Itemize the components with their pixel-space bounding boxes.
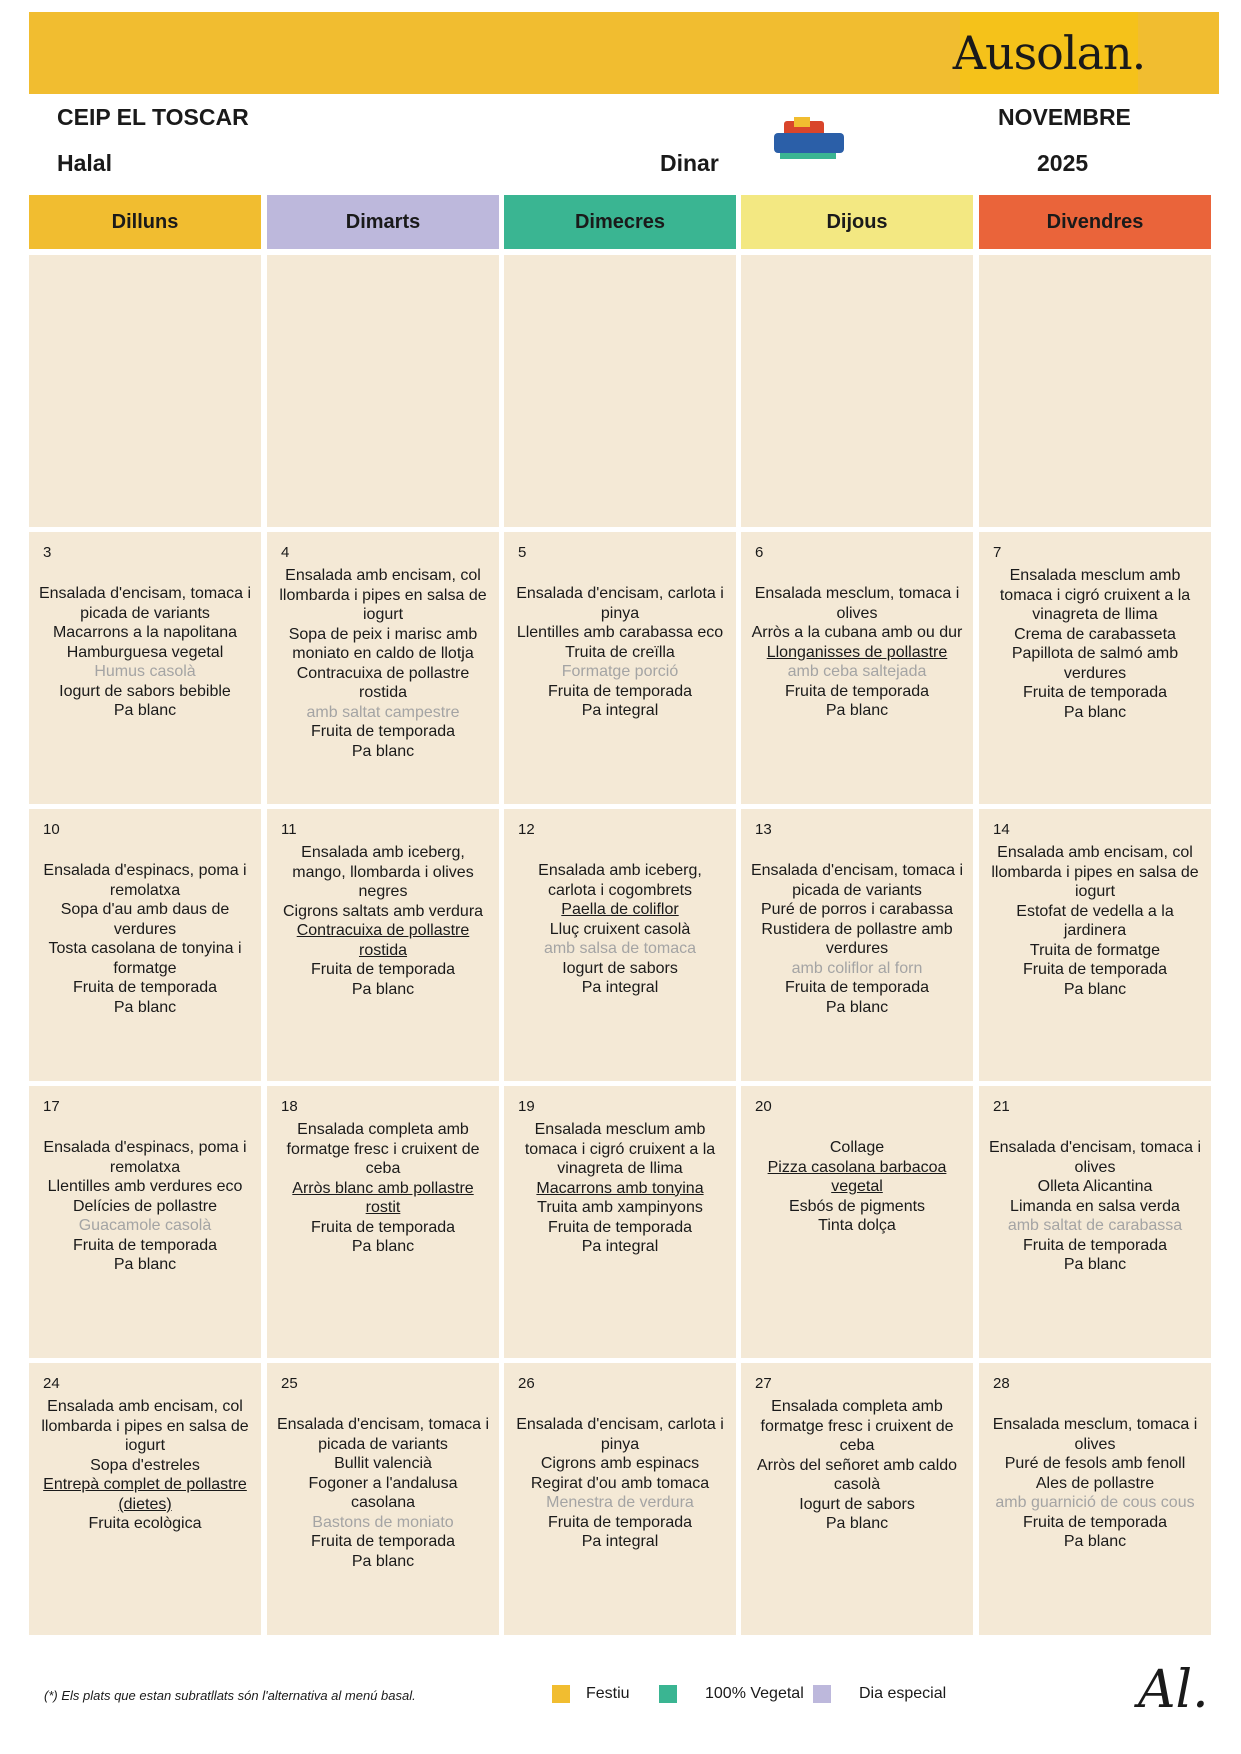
menu-item: Fruita de temporada [310, 961, 456, 978]
menu-item: Pa blanc [825, 702, 889, 719]
weekday-header-divendres: Divendres [979, 195, 1211, 249]
day-number: 17 [43, 1098, 60, 1115]
legend-swatch [552, 1685, 570, 1703]
day-cell [979, 532, 1211, 804]
menu-item: Llentilles amb carabassa eco [516, 624, 724, 641]
menu-item: Formatge porció [561, 663, 679, 680]
menu-item: Fruita de temporada [1022, 961, 1168, 978]
legend-label: Dia especial [859, 1685, 947, 1702]
menu-item [29, 1475, 261, 1514]
menu-list [29, 584, 261, 721]
day-number: 6 [755, 544, 764, 561]
menu-item: Macarrons a la napolitana [52, 624, 238, 641]
menu-item: Ensalada d'encisam, tomaca i picada de variants [276, 1416, 490, 1453]
menu-item: Ensalada completa amb formatge fresc i cruixent de ceba [286, 1121, 480, 1177]
menu-item: Menestra de verdura [546, 1494, 694, 1511]
menu-item: Ensalada d'encisam, carlota i pinya [516, 1416, 724, 1453]
menu-item: Fogoner a l'andalusa casolana [308, 1474, 458, 1511]
menu-item: Pa blanc [113, 1256, 177, 1273]
menu-item: Lluç cruixent casolà [549, 920, 691, 938]
day-cell [267, 1086, 499, 1358]
day-number: 18 [281, 1098, 298, 1115]
menu-item: Collage [829, 1139, 885, 1156]
menu-item: Fruita de temporada [547, 1218, 693, 1236]
menu-item: Estofat de vedella a la jardinera [1016, 902, 1174, 939]
menu-item: Guacamole casolà [78, 1217, 212, 1234]
menu-item: amb ceba saltejada [787, 663, 927, 680]
day-cell [741, 809, 973, 1081]
day-cell [29, 809, 261, 1081]
day-number: 3 [43, 544, 52, 561]
menu-item: Fruita de temporada [784, 682, 930, 700]
day-cell [979, 809, 1211, 1081]
logo-text: Ausolan. [952, 26, 1146, 80]
day-number: 27 [755, 1375, 772, 1392]
day-cell [29, 1086, 261, 1358]
menu-item: Crema de carabasseta [1014, 625, 1176, 643]
menu-item: Ensalada d'encisam, tomaca i picada de variants [750, 862, 964, 899]
day-cell [979, 1086, 1211, 1358]
day-number: 19 [518, 1098, 535, 1115]
menu-list [741, 584, 973, 721]
menu-item: amb saltat campestre [306, 703, 460, 721]
menu-item: Sopa de peix i marisc amb moniato en caldo de llotja [288, 625, 478, 662]
day-cell [29, 532, 261, 804]
menu-item: Fruita de temporada [72, 979, 218, 996]
legend-festiu [552, 1682, 630, 1706]
alternative-dish: Macarrons amb tonyina [536, 1179, 704, 1197]
menu-item: Bastons de moniato [312, 1513, 454, 1531]
day-number: 4 [281, 544, 290, 561]
menu-item: Pa integral [581, 1238, 659, 1255]
menu-item: Pa integral [581, 702, 659, 719]
day-cell [504, 1363, 736, 1635]
day-cell [267, 532, 499, 804]
menu-item: Ensalada mesclum, tomaca i olives [754, 585, 960, 622]
weekday-header-dimarts: Dimarts [267, 195, 499, 249]
day-cell [267, 1363, 499, 1635]
menu-item: Pa blanc [1063, 980, 1127, 998]
menu-list [979, 566, 1211, 722]
menu-list [504, 1120, 736, 1257]
menu-item: amb guarnició de cous cous [995, 1494, 1195, 1511]
alternative-dish: Contracuixa de pollastre rostida [296, 922, 470, 959]
day-number: 11 [281, 821, 297, 838]
menu-item: Pa blanc [351, 1238, 415, 1255]
menu-item: Fruita ecològica [88, 1515, 202, 1532]
menu-item: Ensalada mesclum amb tomaca i cigró cruixent a la vinagreta de llima [524, 1121, 716, 1177]
menu-item: Ensalada amb encisam, col llombarda i pipes en salsa de iogurt [279, 567, 487, 623]
menu-item: Regirat d'ou amb tomaca [530, 1474, 710, 1492]
alternative-dish: Arròs blanc amb pollastre rostit [292, 1179, 474, 1216]
menu-item: Ensalada d'encisam, carlota i pinya [516, 585, 724, 622]
menu-item: Ensalada d'espinacs, poma i remolatxa [43, 1139, 247, 1176]
day-number: 20 [755, 1098, 772, 1115]
menu-item: Arròs del señoret amb caldo casolà [756, 1456, 958, 1493]
day-number: 13 [755, 821, 772, 838]
day-cell [504, 255, 736, 527]
menu-item: Fruita de temporada [547, 1513, 693, 1531]
legend-swatch [659, 1685, 677, 1703]
menu-item: Ensalada d'encisam, tomaca i olives [988, 1139, 1202, 1176]
menu-item: Fruita de temporada [310, 1218, 456, 1236]
day-number: 14 [993, 821, 1010, 838]
menu-item: Ensalada mesclum amb tomaca i cigró cruixent a la vinagreta de llima [999, 567, 1191, 623]
menu-item: Fruita de temporada [547, 682, 693, 700]
weekday-header-dilluns: Dilluns [29, 195, 261, 249]
menu-item: Truita de formatge [1029, 941, 1161, 959]
menu-item: Pa blanc [825, 1515, 889, 1532]
school-name: CEIP EL TOSCAR [57, 104, 249, 130]
menu-item: Sopa d'estreles [90, 1456, 200, 1474]
day-number: 7 [993, 544, 1002, 561]
menu-list [29, 1397, 261, 1534]
menu-item: Ensalada amb encisam, col llombarda i pipes en salsa de iogurt [41, 1398, 249, 1454]
meal-label: Dinar [660, 150, 719, 176]
menu-list [267, 843, 499, 999]
menu-item: Fruita de temporada [1022, 1513, 1168, 1531]
day-cell [29, 1363, 261, 1635]
menu-item: Pa blanc [1063, 703, 1127, 721]
diet-label: Halal [57, 150, 112, 176]
menu-item: Fruita de temporada [310, 1533, 456, 1550]
menu-item: Fruita de temporada [72, 1236, 218, 1254]
menu-item: Fruita de temporada [784, 979, 930, 996]
menu-item: Ensalada amb iceberg, carlota i cogombrets [538, 862, 702, 899]
alternative-dish: Paella de coliflor [561, 901, 679, 918]
menu-list [979, 843, 1211, 999]
menu-item: Tinta dolça [818, 1217, 896, 1234]
day-cell [504, 1086, 736, 1358]
menu-item: Ensalada amb iceberg, mango, llombarda i olives negres [292, 844, 474, 900]
day-cell [741, 255, 973, 527]
menu-list [267, 1120, 499, 1257]
alternative-dish: Pizza casolana barbacoa vegetal [767, 1158, 947, 1195]
menu-list [504, 1415, 736, 1552]
legend-label: Festiu [586, 1685, 630, 1702]
menu-item: Ensalada d'espinacs, poma i remolatxa [43, 862, 247, 899]
menu-item: Bullit valencià [334, 1455, 432, 1472]
menu-item: Ensalada d'encisam, tomaca i picada de variants [38, 585, 252, 622]
menu-item: Pa blanc [1063, 1256, 1127, 1273]
menu-item [267, 1179, 499, 1218]
menu-item: Contracuixa de pollastre rostida [296, 664, 470, 701]
menu-item: Hamburguesa vegetal [66, 643, 224, 661]
menu-item: Sopa d'au amb daus de verdures [60, 901, 230, 938]
menu-item: Pa blanc [351, 742, 415, 760]
day-number: 10 [43, 821, 60, 838]
menu-item: Cigrons amb espinacs [540, 1455, 700, 1472]
menu-item: Tosta casolana de tonyina i formatge [48, 940, 242, 977]
menu-item: Fruita de temporada [1022, 684, 1168, 701]
alternative-dish: Entrepà complet de pollastre (dietes) [43, 1476, 247, 1513]
menu-list [979, 1138, 1211, 1275]
day-number: 5 [518, 544, 527, 561]
menu-item: Iogurt de sabors bebible [59, 682, 231, 700]
legend-vegetal [659, 1682, 804, 1706]
menu-list [741, 1138, 973, 1236]
year-label: 2025 [1037, 150, 1089, 176]
ausolan-logo [952, 12, 1146, 94]
legend-swatch [813, 1685, 831, 1703]
menu-item: Humus casolà [94, 663, 196, 680]
day-cell [741, 1363, 973, 1635]
menu-item: Limanda en salsa verda [1010, 1197, 1180, 1215]
menu-item: Truita amb xampinyons [537, 1199, 703, 1216]
menu-item: Iogurt de sabors [799, 1495, 915, 1513]
menu-item: Iogurt de sabors [562, 959, 678, 977]
menu-item: Ales de pollastre [1035, 1474, 1155, 1492]
menu-list [267, 1415, 499, 1571]
menu-item: Delícies de pollastre [72, 1197, 218, 1215]
menu-item: Arròs a la cubana amb ou dur [751, 624, 963, 641]
menu-item: Llentilles amb verdures eco [47, 1178, 243, 1195]
day-cell [741, 1086, 973, 1358]
day-number: 26 [518, 1375, 535, 1392]
menu-item: Ensalada mesclum, tomaca i olives [992, 1416, 1198, 1453]
day-number: 24 [43, 1375, 60, 1392]
day-cell [267, 255, 499, 527]
day-cell [979, 255, 1211, 527]
menu-item: Rustidera de pollastre amb verdures [761, 920, 953, 957]
weekday-header-dimecres: Dimecres [504, 195, 736, 249]
menu-item: Fruita de temporada [310, 723, 456, 740]
menu-item: Pa blanc [1063, 1533, 1127, 1550]
menu-list [504, 861, 736, 998]
school-badge-icon [770, 115, 848, 163]
menu-list [29, 861, 261, 1017]
menu-item: Ensalada amb encisam, col llombarda i pipes en salsa de iogurt [991, 844, 1199, 900]
menu-item: Pa blanc [113, 998, 177, 1016]
menu-item: Pa blanc [113, 702, 177, 719]
legend-especial [813, 1682, 946, 1706]
day-cell [504, 532, 736, 804]
menu-item: Olleta Alicantina [1037, 1178, 1153, 1195]
menu-item: Pa blanc [825, 998, 889, 1016]
menu-list [504, 584, 736, 721]
menu-item: Ensalada completa amb formatge fresc i cruixent de ceba [760, 1398, 954, 1454]
menu-item [504, 1179, 736, 1199]
menu-item: Fruita de temporada [1022, 1236, 1168, 1254]
menu-item [267, 921, 499, 960]
menu-list [979, 1415, 1211, 1552]
month-label: NOVEMBRE [998, 104, 1131, 130]
alternative-dish: Llonganisses de pollastre [766, 643, 948, 661]
menu-item: amb saltat de carabassa [1007, 1217, 1183, 1234]
day-number: 21 [993, 1098, 1010, 1115]
menu-item [741, 643, 973, 663]
menu-item: amb coliflor al forn [791, 959, 923, 977]
menu-item: Papillota de salmó amb verdures [1011, 645, 1179, 682]
menu-list [267, 566, 499, 761]
menu-item: Truita de creïlla [565, 643, 675, 661]
menu-item: Cigrons saltats amb verdura [282, 902, 484, 920]
signature-mark: Al. [1138, 1660, 1209, 1720]
day-cell [979, 1363, 1211, 1635]
menu-item: amb salsa de tomaca [543, 940, 697, 957]
weekday-header-dijous: Dijous [741, 195, 973, 249]
menu-item: Pa blanc [351, 1552, 415, 1570]
menu-list [741, 861, 973, 1017]
menu-item: Puré de porros i carabassa [760, 901, 954, 918]
day-cell [267, 809, 499, 1081]
day-cell [504, 809, 736, 1081]
footnote: (*) Els plats que estan subratllats són l'alternativa al menú basal. [44, 1688, 416, 1703]
menu-list [741, 1397, 973, 1534]
menu-item: Pa integral [581, 1533, 659, 1550]
day-number: 12 [518, 821, 535, 838]
day-number: 28 [993, 1375, 1010, 1392]
menu-item: Puré de fesols amb fenoll [1004, 1455, 1186, 1472]
day-cell [29, 255, 261, 527]
day-number: 25 [281, 1375, 298, 1392]
menu-item: Pa blanc [351, 980, 415, 998]
menu-item [504, 900, 736, 920]
menu-item [741, 1158, 973, 1197]
legend-label: 100% Vegetal [705, 1685, 804, 1702]
menu-list [29, 1138, 261, 1275]
day-cell [741, 532, 973, 804]
menu-item: Esbós de pigments [788, 1197, 926, 1215]
menu-item: Pa integral [581, 979, 659, 996]
